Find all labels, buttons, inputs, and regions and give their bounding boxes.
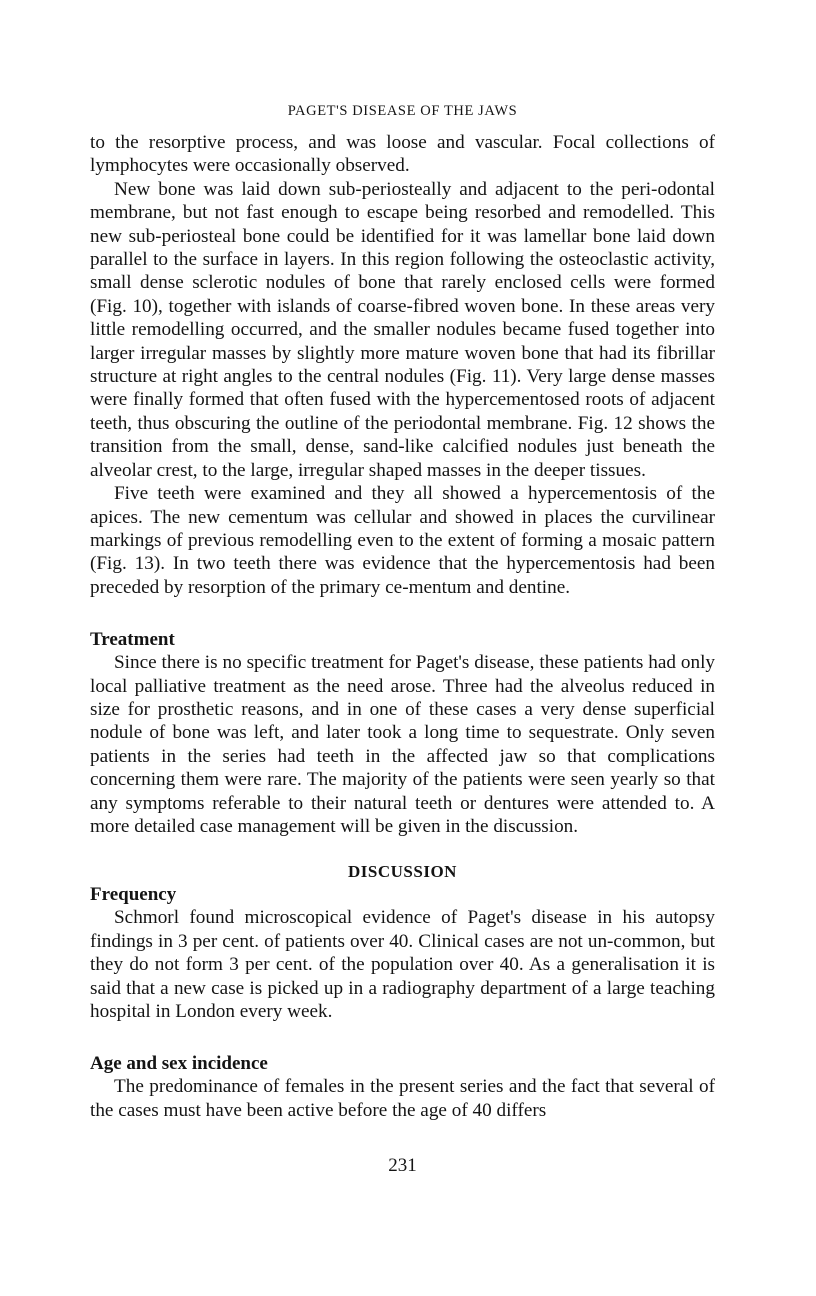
paragraph-teeth: Five teeth were examined and they all showed a hypercementosis of the apices. The new cementum was cellular and showed in places the curvilinear markings of previous remodelling even to the extent of forming a mosaic pattern (Fig. 13). In two teeth there was evidence that the hypercementosis had been preceded by resorption of the primary ce-mentum and dentine.: [90, 483, 715, 598]
spacer: [90, 599, 715, 628]
heading-discussion: DISCUSSION: [348, 862, 457, 882]
document-page: [90, 0, 715, 1296]
paragraph-continuation: to the resorptive process, and was loose and vascular. Focal collections of lymphocytes were occasionally observed.: [90, 132, 715, 177]
spacer: [90, 838, 715, 861]
running-head: PAGET'S DISEASE OF THE JAWS: [287, 103, 518, 119]
heading-age-sex: Age and sex incidence: [90, 1053, 268, 1075]
paragraph-frequency: Schmorl found microscopical evidence of Paget's disease in his autopsy findings in 3 per cent. of patients over 40. Clinical cases are not un-common, but they do not form 3 per cent. of the population over 40. As a generalisation it is said that a new case is picked up in a radiography department of a large teaching hospital in London every week.: [90, 907, 715, 1022]
heading-treatment: Treatment: [90, 629, 175, 651]
heading-frequency: Frequency: [90, 884, 177, 906]
body-text: [90, 131, 715, 1122]
paragraph-treatment: Since there is no specific treatment for Paget's disease, these patients had only local palliative treatment as the need arose. Three had the alveolus reduced in size for prosthetic reasons, and in one of these cases a very dense superficial nodule of bone was left, and later took a long time to sequestrate. Only seven patients in the series had teeth in the affected jaw so that complications concerning them were rare. The majority of the patients were seen yearly so that any symptoms referable to their natural teeth or dentures were attended to. A more detailed case management will be given in the discussion.: [90, 652, 715, 837]
paragraph-new-bone: New bone was laid down sub-periosteally and adjacent to the peri-odontal membrane, but not fast enough to escape being resorbed and remodelled. This new sub-periosteal bone could be identified for it was lamellar bone laid down parallel to the surface in layers. In this region following the osteoclastic activity, small dense sclerotic nodules of bone that rarely enclosed cells were formed (Fig. 10), together with islands of coarse-fibred woven bone. In these areas very little remodelling occurred, and the smaller nodules became fused together into larger irregular masses by slightly more mature woven bone that had its fibrillar structure at right angles to the central nodules (Fig. 11). Very large dense masses were finally formed that often fused with the hypercementosed roots of adjacent teeth, thus obscuring the outline of the periodontal membrane. Fig. 12 shows the transition from the small, dense, sand-like calcified nodules just beneath the alveolar crest, to the large, irregular shaped masses in the deeper tissues.: [90, 178, 715, 481]
paragraph-age-sex: The predominance of females in the present series and the fact that several of the cases must have been active before the age of 40 differs: [90, 1076, 715, 1121]
page-number: 231: [388, 1155, 417, 1176]
spacer: [90, 1023, 715, 1052]
